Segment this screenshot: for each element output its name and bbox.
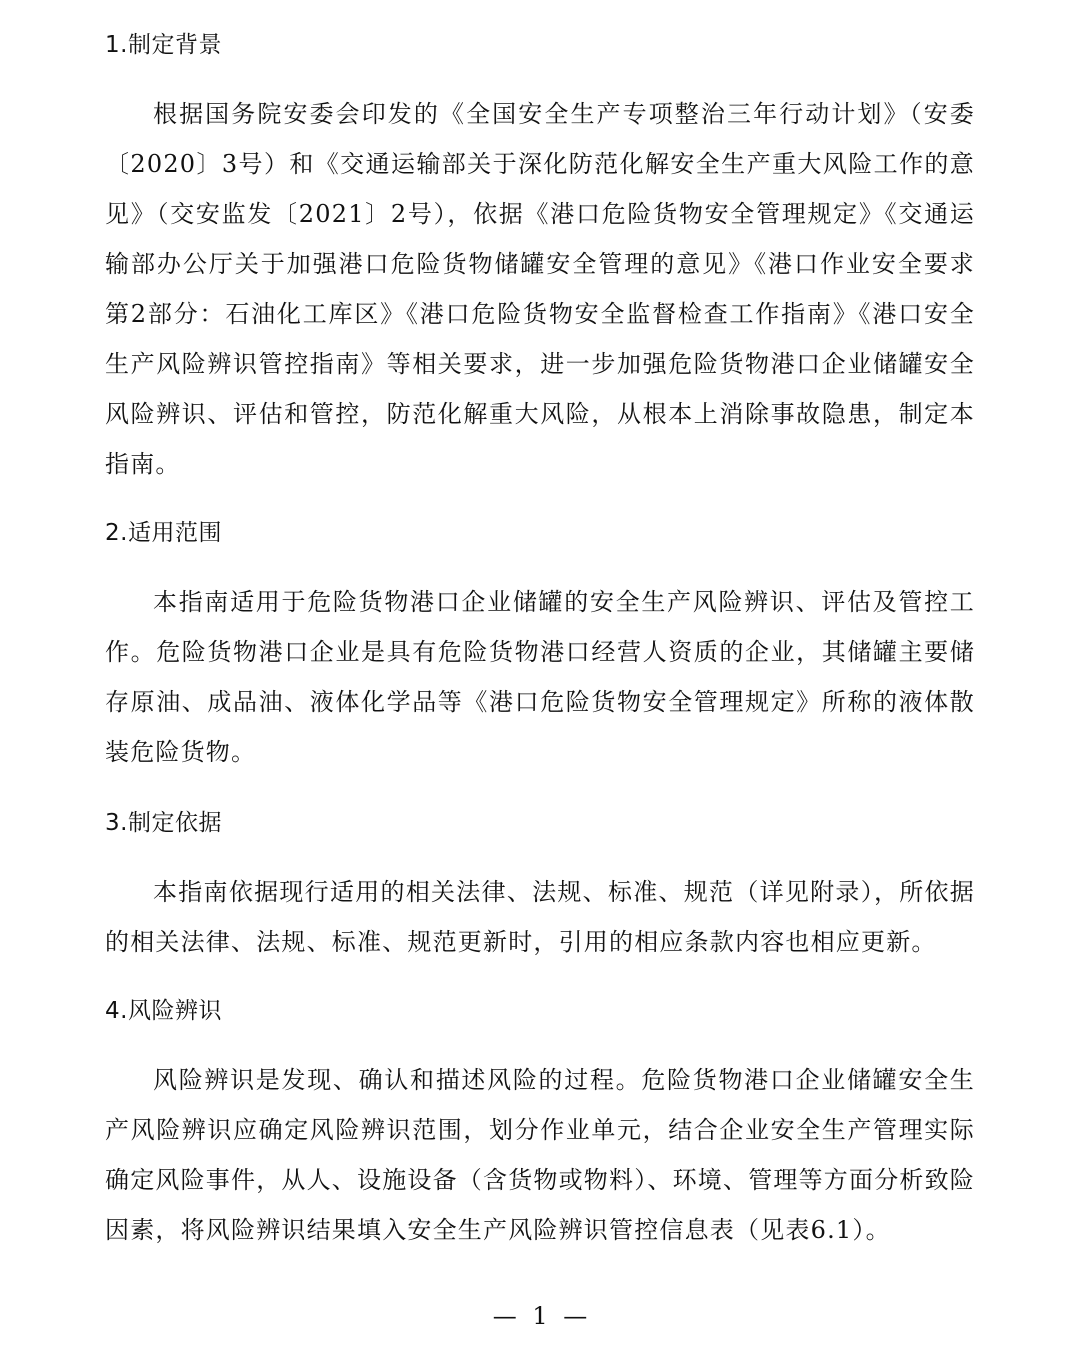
section-heading: 4.风险辨识: [105, 998, 222, 1024]
page-footer: [0, 1300, 1080, 1332]
section-paragraph: 根据国务院安委会印发的《全国安全生产专项整治三年行动计划》（安委〔2020〕3号）和《交通运输部关于深化防范化解安全生产重大风险工作的意见》（交安监发〔2021〕2号），依据《港口危险货物安全管理规定》《交通运输部办公厅关于加强港口危险货物储罐安全管理的意见》《港口作业安全要求 第2部分：石油化工库区》《港口危险货物安全监督检查工作指南》《港口安全生产风险辨识管控指南》等相关要求，进一步加强危险货物港口企业储罐安全风险辨识、评估和管控，防范化解重大风险，从根本上消除事故隐患，制定本指南。: [105, 100, 975, 478]
section-heading: 1.制定背景: [105, 32, 222, 58]
section-paragraph: 本指南适用于危险货物港口企业储罐的安全生产风险辨识、评估及管控工作。危险货物港口企业是具有危险货物港口经营人资质的企业，其储罐主要储存原油、成品油、液体化学品等《港口危险货物安全管理规定》所称的液体散装危险货物。: [105, 588, 975, 766]
section-basis: [105, 808, 975, 967]
section-heading: 2.适用范围: [105, 520, 222, 546]
section-scope: [105, 518, 975, 777]
section-paragraph: 风险辨识是发现、确认和描述风险的过程。危险货物港口企业储罐安全生产风险辨识应确定风险辨识范围，划分作业单元，结合企业安全生产管理实际确定风险事件，从人、设施设备（含货物或物料）、环境、管理等方面分析致险因素，将风险辨识结果填入安全生产风险辨识管控信息表（见表6.1）。: [105, 1066, 975, 1244]
section-paragraph: 本指南依据现行适用的相关法律、法规、标准、规范（详见附录），所依据的相关法律、法规、标准、规范更新时，引用的相应条款内容也相应更新。: [105, 878, 975, 956]
section-risk-identification: [105, 996, 975, 1255]
page-number: 1: [532, 1302, 548, 1330]
footer-dash-left: —: [492, 1302, 517, 1330]
section-heading: 3.制定依据: [105, 810, 222, 836]
footer-dash-right: —: [563, 1302, 588, 1330]
section-background: [105, 30, 975, 489]
